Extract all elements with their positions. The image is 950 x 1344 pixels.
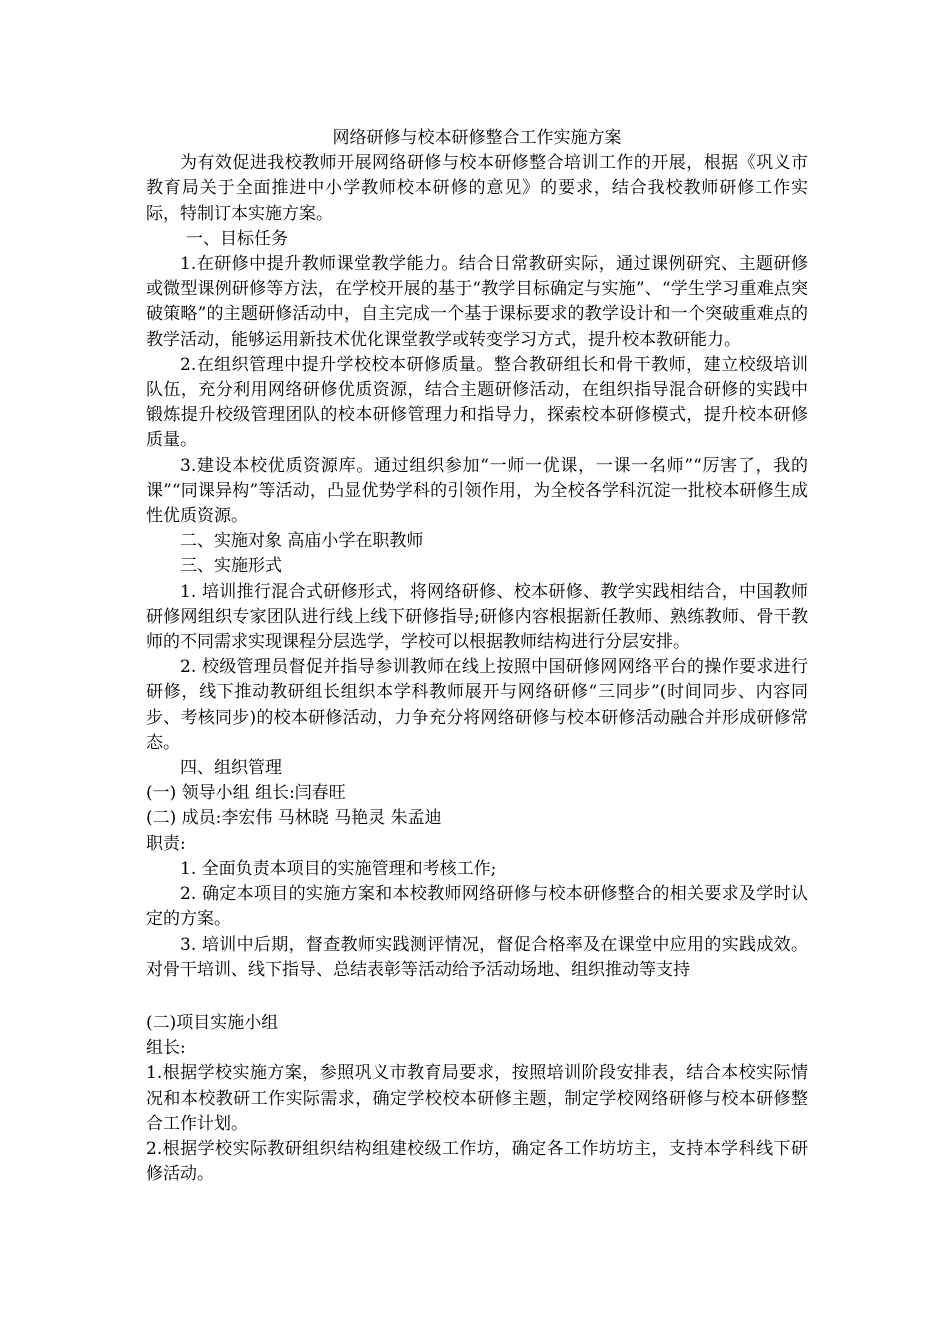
- goal-paragraph-2: 2.在组织管理中提升学校校本研修质量。整合教研组长和骨干教师，建立校级培训队伍，充分利用网络研修优质资源，结合主题研修活动，在组织指导混合研修的实践中锻炼提升校级管理团队的校本研修管理力和指导力，探索校本研修模式，提升校本研修质量。: [146, 354, 808, 451]
- group-leader-label: 组长:: [146, 1038, 186, 1059]
- intro-paragraph: 为有效促进我校教师开展网络研修与校本研修整合培训工作的开展，根据《巩义市教育局关于全面推进中小学教师校本研修的意见》的要求，结合我校教师研修工作实际，特制订本实施方案。: [146, 153, 808, 224]
- duty-paragraph-3: 3. 培训中后期，督查教师实践测评情况，督促合格率及在课堂中应用的实践成效。对骨干培训、线下指导、总结表彰等活动给予活动场地、组织推动等支持: [146, 934, 808, 980]
- paragraph-gap: [146, 983, 808, 1011]
- duty-paragraph-1: 1. 全面负责本项目的实施管理和考核工作;: [180, 858, 497, 879]
- form-paragraph-1: 1. 培训推行混合式研修形式，将网络研修、校本研修、教学实践相结合，中国教师研修网组织专家团队进行线上线下研修指导;研修内容根据新任教师、熟练教师、骨干教师的不同需求实现课程分层选学，学校可以根据教师结构进行分层安排。: [146, 581, 808, 653]
- goal-paragraph-1: 1.在研修中提升教师课堂教学能力。结合日常教研实际，通过课例研究、主题研修或微型课例研修等方法，在学校开展的基于“教学目标确定与实施”、“学生学习重难点突破策略”的主题研修活动中，自主完成一个基于课标要求的教学设计和一个突破重难点的教学活动，能够运用新技术优化课堂教学或转变学习方式，提升校本教研能力。: [146, 254, 808, 350]
- document-title: 网络研修与校本研修整合工作实施方案: [332, 128, 622, 148]
- duties-label: 职责:: [146, 833, 186, 854]
- section-heading-form: 三、实施形式: [180, 556, 282, 577]
- section-heading-goals: 一、目标任务: [186, 228, 288, 249]
- document-page: [146, 126, 808, 1187]
- duty-paragraph-2: 2. 确定本项目的实施方案和本校教师网络研修与校本研修整合的相关要求及学时认定的方案。: [146, 884, 808, 930]
- goal-paragraph-3: 3.建设本校优质资源库。通过组织参加“一师一优课，一课一名师”“厉害了，我的课”“同课异构”等活动，凸显优势学科的引领作用，为全校各学科沉淀一批校本研修生成性优质资源。: [146, 455, 808, 527]
- impl-paragraph-1: 1.根据学校实施方案，参照巩义市教育局要求，按照培训阶段安排表，结合本校实际情况和本校教研工作实际需求，确定学校校本研修主题，制定学校网络研修与校本研修整合工作计划。: [146, 1063, 808, 1134]
- form-paragraph-2: 2. 校级管理员督促并指导参训教师在线上按照中国研修网网络平台的操作要求进行研修，线下推动教研组长组织本学科教师展开与网络研修“三同步”(时间同步、内容同步、考核同步)的校本研修活动，力争充分将网络研修与校本研修活动融合并形成研修常态。: [146, 657, 808, 753]
- leader-group-line: (一) 领导小组 组长:闫春旺: [146, 783, 346, 804]
- impl-group-heading: (二)项目实施小组: [146, 1012, 279, 1033]
- section-heading-management: 四、组织管理: [180, 758, 282, 779]
- members-line: (二) 成员:李宏伟 马林晓 马艳灵 朱孟迪: [146, 808, 442, 829]
- section-heading-target: 二、实施对象 高庙小学在职教师: [180, 531, 424, 552]
- impl-paragraph-2: 2.根据学校实际教研组织结构组建校级工作坊，确定各工作坊坊主，支持本学科线下研修活动。: [146, 1138, 808, 1185]
